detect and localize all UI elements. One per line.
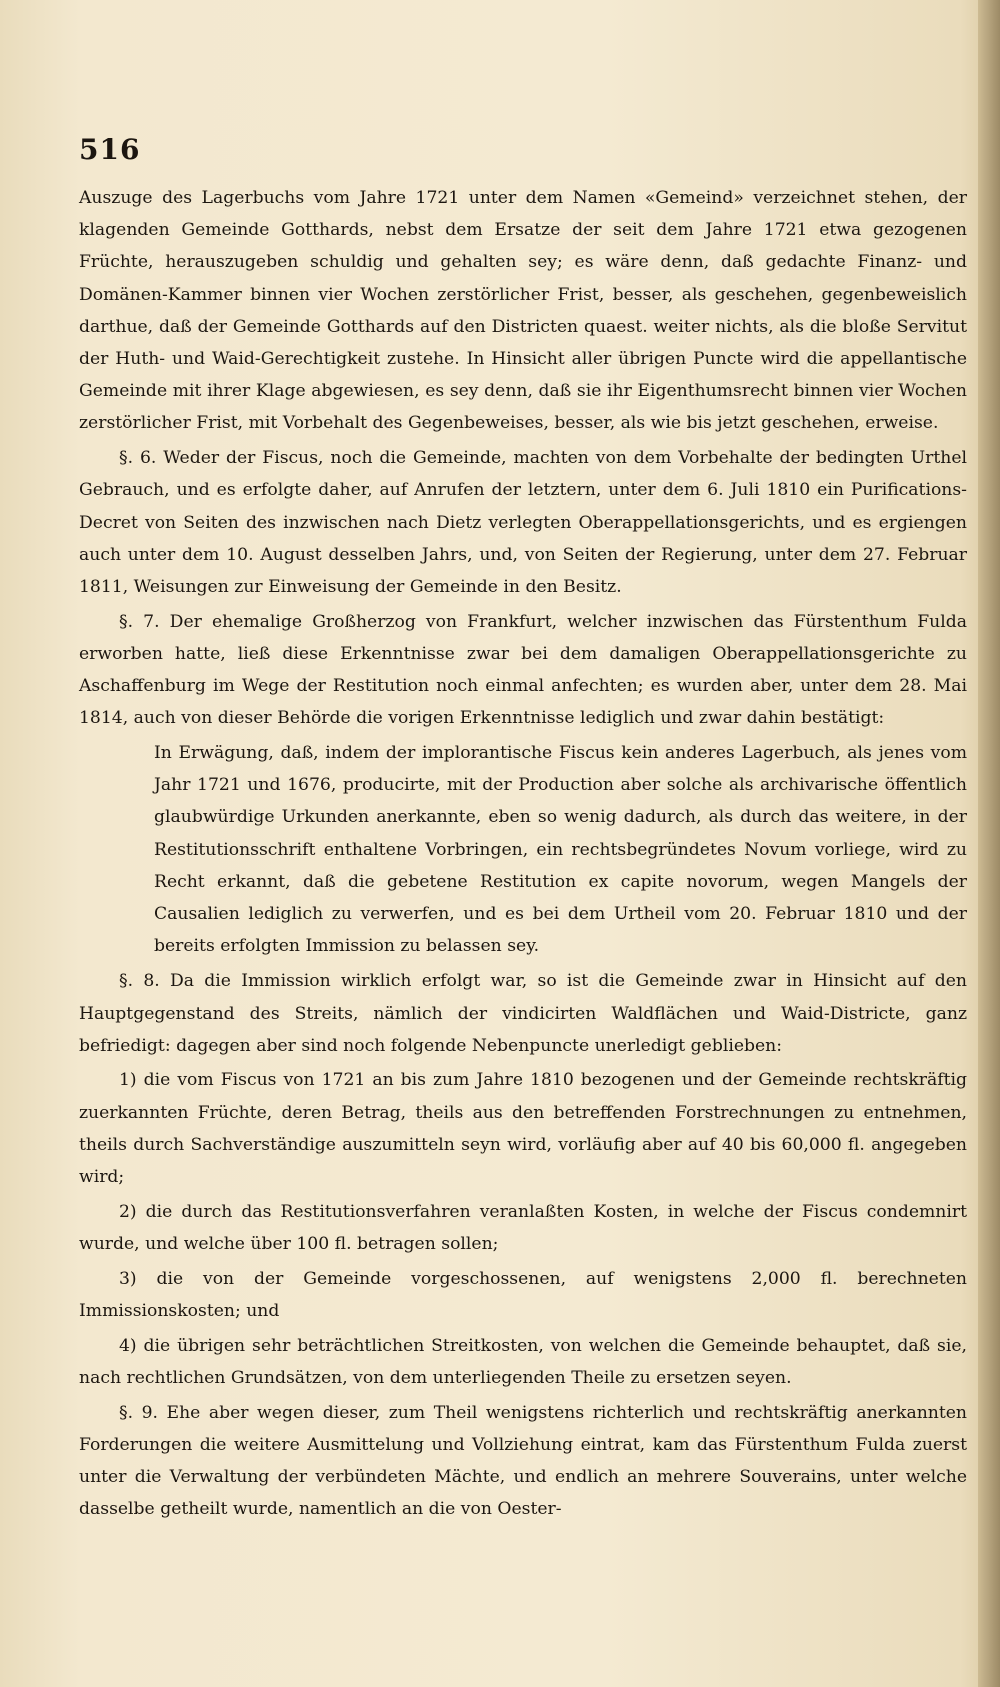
quoted-judgment: In Erwägung, daß, indem der implorantische Fiscus kein anderes Lagerbuch, als jenes vom Jahr 1721 und 1676, producirte, mit der Production aber solche als archivarische öffentlich glaubwürdige Urkunden anerkannte, eben so wenig dadurch, als durch das weitere, in der Restitutionsschrift enthaltene Vorbringen, ein rechtsbegründetes Novum vorliege, wird zu Recht erkannt, daß die gebetene Restitution ex capite novorum, wegen Mangels der Causalien lediglich zu verwerfen, und es bei dem Urtheil vom 20. Februar 1810 und der bereits erfolgten Immission zu belassen sey.	[154, 742, 967, 957]
list-item-1: 1) die vom Fiscus von 1721 an bis zum Jahre 1810 bezogenen und der Gemeinde rechtskräftig zuerkannten Früchte, deren Betrag, theils aus den betreffenden Forstrechnungen zu entnehmen, theils durch Sachverständige auszumitteln seyn wird, vorläufig aber auf 40 bis 60,000 fl. angegeben wird;	[79, 1070, 967, 1188]
list-item-2: 2) die durch das Restitutionsverfahren veranlaßten Kosten, in welche der Fiscus condemnirt wurde, und welche über 100 fl. betragen sollen;	[79, 1201, 967, 1254]
page-edge	[978, 0, 1000, 1687]
paragraph-section-9: §. 9. Ehe aber wegen dieser, zum Theil wenigstens richterlich und rechtskräftig anerkannten Forderungen die weitere Ausmittelung und Vollziehung eintrat, kam das Fürstenthum Fulda zuerst unter die Verwaltung der verbündeten Mächte, und endlich an mehrere Souverains, unter welche dasselbe getheilt wurde, namentlich an die von Oester-	[79, 1402, 967, 1520]
list-item-3: 3) die von der Gemeinde vorgeschossenen, auf wenigstens 2,000 fl. berechneten Immissionskosten; und	[79, 1268, 967, 1321]
paragraph-section-8: §. 8. Da die Immission wirklich erfolgt war, so ist die Gemeinde zwar in Hinsicht auf den Hauptgegenstand des Streits, nämlich der vindicirten Waldflächen und Waid-Districte, ganz befriedigt: dagegen aber sind noch folgende Nebenpuncte unerledigt geblieben:	[79, 971, 967, 1056]
paragraph-continuation: Auszuge des Lagerbuchs vom Jahre 1721 unter dem Namen «Gemeind» verzeichnet stehen, der klagenden Gemeinde Gotthards, nebst dem Ersatze der seit dem Jahre 1721 etwa gezogenen Früchte, herauszugeben schuldig und gehalten sey; es wäre denn, daß gedachte Finanz- und Domänen-Kammer binnen vier Wochen zerstörlicher Frist, besser, als geschehen, gegenbeweislich darthue, daß der Gemeinde Gotthards auf den Districten quaest. weiter nichts, als die bloße Servitut der Huth- und Waid-Gerechtigkeit zustehe. In Hinsicht aller übrigen Puncte wird die appellantische Gemeinde mit ihrer Klage abgewiesen, es sey denn, daß sie ihr Eigenthumsrecht binnen vier Wochen zerstörlicher Frist, mit Vorbehalt des Gegenbeweises, besser, als wie bis jetzt geschehen, erweise.	[79, 188, 967, 434]
page-body	[79, 182, 967, 1528]
list-item-4: 4) die übrigen sehr beträchtlichen Streitkosten, von welchen die Gemeinde behauptet, daß sie, nach rechtlichen Grundsätzen, von dem unterliegenden Theile zu ersetzen seyen.	[79, 1335, 967, 1388]
paragraph-section-7: §. 7. Der ehemalige Großherzog von Frankfurt, welcher inzwischen das Fürstenthum Fulda erworben hatte, ließ diese Erkenntnisse zwar bei dem damaligen Oberappellationsgerichte zu Aschaffenburg im Wege der Restitution noch einmal anfechten; es wurden aber, unter dem 28. Mai 1814, auch von dieser Behörde die vorigen Erkenntnisse lediglich und zwar dahin bestätigt:	[79, 611, 967, 729]
page-number: 516	[79, 133, 141, 166]
paragraph-section-6: §. 6. Weder der Fiscus, noch die Gemeinde, machten von dem Vorbehalte der bedingten Urthel Gebrauch, und es erfolgte daher, auf Anrufen der letztern, unter dem 6. Juli 1810 ein Purifications-Decret von Seiten des inzwischen nach Dietz verlegten Oberappellationsgerichts, und es ergiengen auch unter dem 10. August desselben Jahrs, und, von Seiten der Regierung, unter dem 27. Februar 1811, Weisungen zur Einweisung der Gemeinde in den Besitz.	[79, 448, 967, 597]
